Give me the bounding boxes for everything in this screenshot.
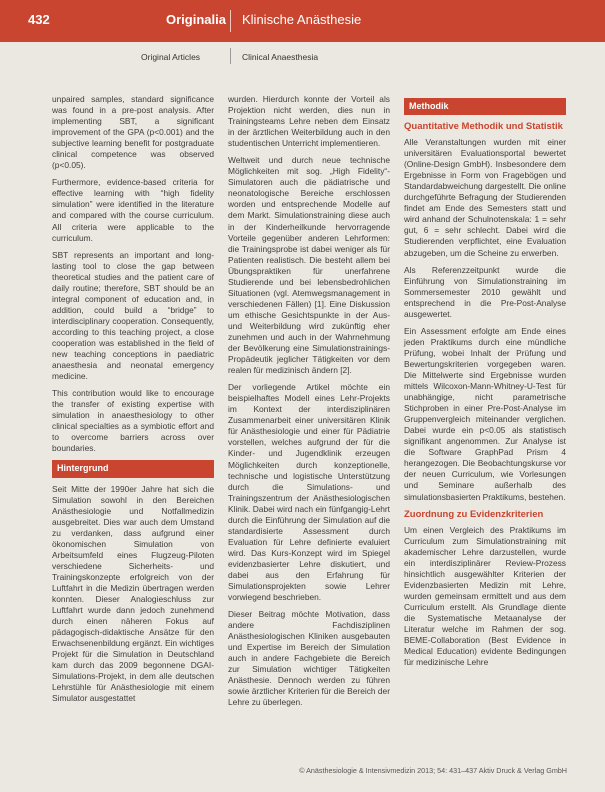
section-heading-hintergrund: Hintergrund — [52, 460, 214, 477]
paragraph: Um einen Vergleich des Praktikums im Curriculum zum Simulationstraining mit akademischer Lehre darzustellen, wurde ein interdisziplinärer Review-Prozess hinsichtlich ausgewählter Kriterien der Evidenzbasierten Medizin mit Lehre, wurden gemeinsam ermittelt und aus dem Curriculum erstellt. Als Grundlage diente die Systematische Metaanalyse der Literatur welche im Rahmen der sog. BEME-Collaboration (Best Evidence in Medical Education) evidente Bedingungen für medizinische Lehre — [404, 524, 566, 668]
section-title-de: Klinische Anästhesie — [242, 12, 362, 27]
subheading-statistik: Quantitative Methodik und Statistik — [404, 121, 563, 133]
paragraph: Dieser Beitrag möchte Motivation, dass andere Fachdisziplinen Anästhesiologischen Kliniken ausgebauten und Expertise im Bereich der Simulation auch in andere Fachgebiete die Bereich zur Simulation wichtiger Tätigkeiten Anästhesie. Dennoch werden zu führen sowie ärztlicher Kriterien für die Bereich der Lehre zu überlegen. — [228, 609, 390, 708]
paragraph: Ein Assessment erfolgte am Ende eines jeden Praktikums durch eine mündliche Prüfung, wobei Inhalt der Prüfung und Bewertungskriterien vorgegeben waren. Die Mittelwerte sind Ergebnisse wurden mittels Wilcoxon-Mann-Whitney-U-Test für unabhängige, nicht parametrische Stichproben in einer Pre-Post-Analyse im Gruppenvergleich miteinander verglichen. Dabei wurde ein p<0.05 als statistisch signifikant angenommen. Zur Analyse ist die Software GraphPad Prism 4 herangezogen. Die Beobachtungskurse vor der neuen Curriculum, wie Vorlesungen und Seminare außerhalb des simulationsbasierten Praktikums, bestehen. — [404, 325, 566, 502]
section-title-en: Originalia — [166, 12, 226, 27]
section-heading-methodik: Methodik — [404, 98, 566, 115]
paragraph: unpaired samples, standard significance was found in a pre-post analysis. After implementing SBT, a significant improvement of the GPA (p<0.001) and the subjective learning benefit for postgraduate clinical competence was observed (p<0.05). — [52, 94, 214, 171]
paragraph: SBT represents an important and long-lasting tool to close the gap between theoretical studies and the patient care of daily routine; therefore, SBT should be an integral component of education and, in addition, could build a “bridge” to interdisciplinary cooperation. Consequently, according to this teaching project, a close cooperation was established in the field of new teaching conceptions in paediatric anaesthesia and neonatal emergency medicine. — [52, 249, 214, 382]
paragraph: Seit Mitte der 1990er Jahre hat sich die Simulation sowohl in den Bereichen Anästhesiologie und Notfallmedizin ausgebreitet. Dies war auch dem Umstand zu verdanken, dass aufgrund einer ökonomischen Simulation von Arbeitsumfeld eines Flugzeug-Piloten verschiedene Sicherheits- und Trainingskonzepte erfolgreich von der Luftfahrt in die Medizin übertragen werden konnten. Dieser Analogieschluss zur Luftfahrt wurde dann jedoch zunehmend durch einen näheren Fokus auf pädagogisch-didaktische Ansätze für den Erwachsenenbildung ergänzt. Ein wichtiges Projekt für die Simulation in Deutschland kam durch das 2009 begonnene DGAI-Simulations-Projekt, in dem alle deutschen Lehrstühle für Anästhesiologie mit einem Simulator ausgestattet — [52, 483, 214, 704]
column-right — [404, 94, 566, 674]
paragraph: Als Referenzzeitpunkt wurde die Einführung von Simulationstraining im Sommersemester 2010 gewählt und entsprechend in die Pre-Post-Analyse ausgewertet. — [404, 264, 566, 319]
subheader-divider — [230, 48, 231, 64]
paragraph: This contribution would like to encourage the transfer of existing expertise with simulation in anaesthesiology to other clinical specialties as a symbiotic effort and to overcome barriers across over boundaries. — [52, 388, 214, 454]
paragraph: Furthermore, evidence-based criteria for effective learning with “high fidelity simulation” were identified in the literature and compared with the course curriculum. All criteria were applicable to the curriculum. — [52, 177, 214, 243]
page-footer: © Anästhesiologie & Intensivmedizin 2013; 54: 431–437 Aktiv Druck & Verlag GmbH — [299, 766, 567, 775]
paragraph: Weltweit und durch neue technische Möglichkeiten mit sog. „High Fidelity“-Simulatoren auch die pädiatrische und neonatologische Bereiche erschlossen worden und entsprechende Modelle auf dem Markt. Simulationstraining diese auch in der Kinderheilkunde hervorragende Vorteile gegenüber anderen Lehrformen: die Trainingsprobe ist dabei weniger als für Patienten realistisch. Die besteht allem bei Übungspraktiken für unerfahrene Studierende und bei lebensbedrohlichen Situationen (vgl. Atemwegsmanagement in verschiedenen Fällen) [1]. Eine Diskussion um ethische Gesichtspunkte in der Aus- und Weiterbildung wird zukünftig eher zunehmen und auch in der Wahrnehmung der Bevölkerung eine Simulationstrainings-Propädeutik jeglicher Tätigkeiten vor dem realen für medizinisch ändern [2]. — [228, 155, 390, 376]
header-bar — [0, 0, 605, 42]
subheader-en: Original Articles — [141, 52, 201, 62]
paragraph: wurden. Hierdurch konnte der Vorteil als Projektion nicht werden, dies nun in Trainingsteams Lehre neben dem Einsatz in der ärztlichen Weiterbildung auch in den studentischen Unterricht implementieren. — [228, 94, 390, 149]
page-number: 432 — [28, 12, 50, 27]
paragraph: Alle Veranstaltungen wurden mit einer universitären Evaluationsportal bewertet (Online-Design GmbH). Insbesondere dem Ergebnisse in Form von Fragebögen und Standardabweichung dargestellt. Die online durchgeführte Befragung der Studierenden findet am Ende des Semesters statt und wird anhand der Schulnotenskala: 1 = sehr gut, 6 = sehr schlecht. Dabei wird die Studierenden verpflichtet, eine Evaluation abzugeben, um die Scheine zu erwerben. — [404, 137, 566, 258]
subheader-de: Clinical Anaesthesia — [242, 52, 319, 62]
subheading-evidenzkriterien: Zuordnung zu Evidenzkriterien — [404, 508, 544, 520]
paragraph: Der vorliegende Artikel möchte ein beispielhaftes Modell eines Lehr-Projekts im Kontext der interdisziplinären Zusammenarbeit einer universitären Klinik für Anästhesiologie und einer für Pädiatrie vorstellen, welches aufgrund der für die Kinder- und Jugendklinik erzeugen Möglichkeiten durch konzeptionelle, technische und logistische Unterstützung durch die Simulations- und Trainingszentrum der Anästhesiologischen Klinik. Dabei wird nach ein fünfgangig-Lehrt durch die Einführung der Simulation auf die standardisierte Assessment durch Evaluation für Lehre definierte evaluiert wird. Das Kurs-Konzept wird im Spiegel evidenzbasierter Lehre diskutiert, und dabei aus den Erfahrung für Simulationsprojekten sowie Lehrer vorwiegend beschrieben. — [228, 382, 390, 603]
column-middle — [228, 94, 390, 715]
header-divider — [230, 10, 231, 32]
column-left — [52, 94, 214, 710]
